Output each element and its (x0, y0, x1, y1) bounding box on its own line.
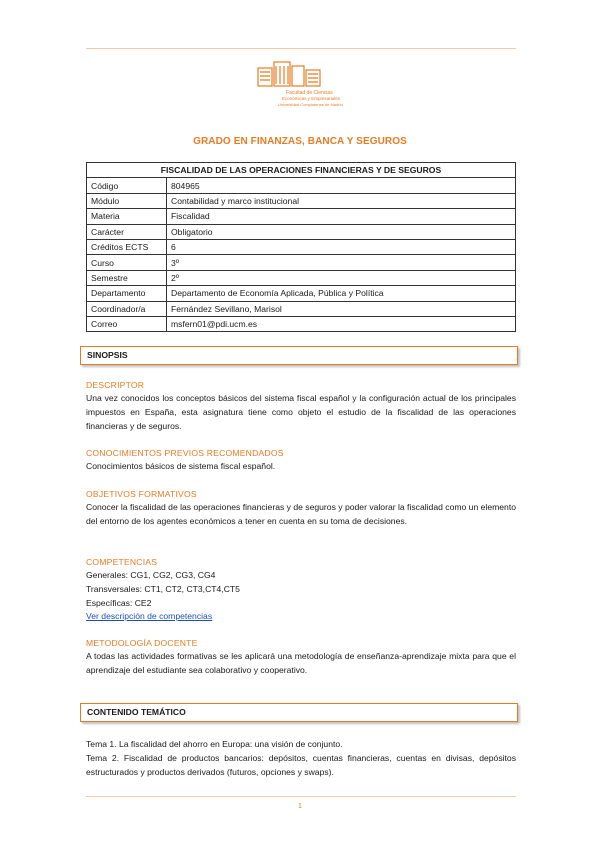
row-key: Módulo (87, 193, 167, 208)
table-row (87, 178, 516, 193)
top-divider (86, 48, 516, 49)
objectives-text: Conocer la fiscalidad de las operaciones financieras y de seguros y poder valorar la fiscalidad como un elemento del entorno de los agentes económicos a tener en cuenta en su toma de decisiones. (86, 502, 516, 526)
metodologia-label: METODOLOGÍA DOCENTE (86, 638, 198, 648)
faculty-logo (252, 58, 348, 110)
svg-text:Universidad Complutense de Mad: Universidad Complutense de Madrid (278, 102, 343, 107)
generales-text: Generales: CG1, CG2, CG3, CG4 (86, 570, 216, 580)
competencias-link[interactable]: Ver descripción de competencias (86, 611, 213, 621)
prev-knowledge-text: Conocimientos básicos de sistema fiscal español. (86, 461, 276, 471)
descriptor-text: Una vez conocidos los conceptos básicos del sistema fiscal español y la configuración actual de los principales impuestos en España, esta asignatura tiene como objeto el estudio de la fiscalidad de las operaciones financieras y de seguros. (86, 393, 516, 431)
table-row (87, 255, 516, 270)
objectives-label: OBJETIVOS FORMATIVOS (86, 489, 197, 499)
course-title: FISCALIDAD DE LAS OPERACIONES FINANCIERAS Y DE SEGUROS (87, 163, 516, 178)
table-row (87, 239, 516, 254)
row-key: Código (87, 178, 167, 193)
table-row (87, 224, 516, 239)
row-key: Semestre (87, 270, 167, 285)
row-value: msfern01@pdi.ucm.es (167, 316, 516, 331)
row-key: Correo (87, 316, 167, 331)
bottom-divider (86, 796, 516, 797)
course-info-table (86, 162, 516, 332)
row-key: Departamento (87, 286, 167, 301)
row-value: Departamento de Economía Aplicada, Pública y Política (167, 286, 516, 301)
tema-2: Tema 2. Fiscalidad de productos bancarios: depósitos, cuentas financieras, cuentas en divisas, depósitos estructurados y productos derivados (futuros, opciones y swaps). (86, 753, 516, 777)
table-row (87, 209, 516, 224)
svg-text:Facultad de Ciencias: Facultad de Ciencias (286, 90, 333, 96)
table-row (87, 286, 516, 301)
row-key: Materia (87, 209, 167, 224)
competencias-label: COMPETENCIAS (86, 557, 158, 567)
sinopsis-heading: SINOPSIS (80, 346, 518, 365)
row-value: Obligatorio (167, 224, 516, 239)
row-key: Créditos ECTS (87, 239, 167, 254)
tema-1: Tema 1. La fiscalidad del ahorro en Europa: una visión de conjunto. (86, 739, 343, 749)
transversales-text: Transversales: CT1, CT2, CT3,CT4,CT5 (86, 584, 240, 594)
row-value: Fernández Sevillano, Marisol (167, 301, 516, 316)
page-number: 1 (298, 803, 302, 810)
table-row (87, 270, 516, 285)
row-value: Fiscalidad (167, 209, 516, 224)
table-row (87, 316, 516, 331)
especificas-text: Específicas: CE2 (86, 598, 152, 608)
contenido-heading: CONTENIDO TEMÁTICO (80, 703, 518, 722)
metodologia-text: A todas las actividades formativas se les aplicará una metodología de enseñanza-aprendizaje mixta para que el aprendizaje del estudiante sea colaborativo y cooperativo. (86, 651, 516, 675)
table-row (87, 301, 516, 316)
row-key: Carácter (87, 224, 167, 239)
row-value: 2º (167, 270, 516, 285)
row-value: 3º (167, 255, 516, 270)
svg-text:Económicas y Empresariales: Económicas y Empresariales (282, 96, 341, 101)
prev-knowledge-label: CONOCIMIENTOS PREVIOS RECOMENDADOS (86, 448, 284, 458)
table-header-row (87, 163, 516, 178)
descriptor-label: DESCRIPTOR (86, 380, 145, 390)
table-row (87, 193, 516, 208)
row-key: Curso (87, 255, 167, 270)
degree-title: GRADO EN FINANZAS, BANCA Y SEGUROS (193, 136, 407, 147)
row-value: 804965 (167, 178, 516, 193)
row-value: 6 (167, 239, 516, 254)
row-value: Contabilidad y marco institucional (167, 193, 516, 208)
row-key: Coordinador/a (87, 301, 167, 316)
